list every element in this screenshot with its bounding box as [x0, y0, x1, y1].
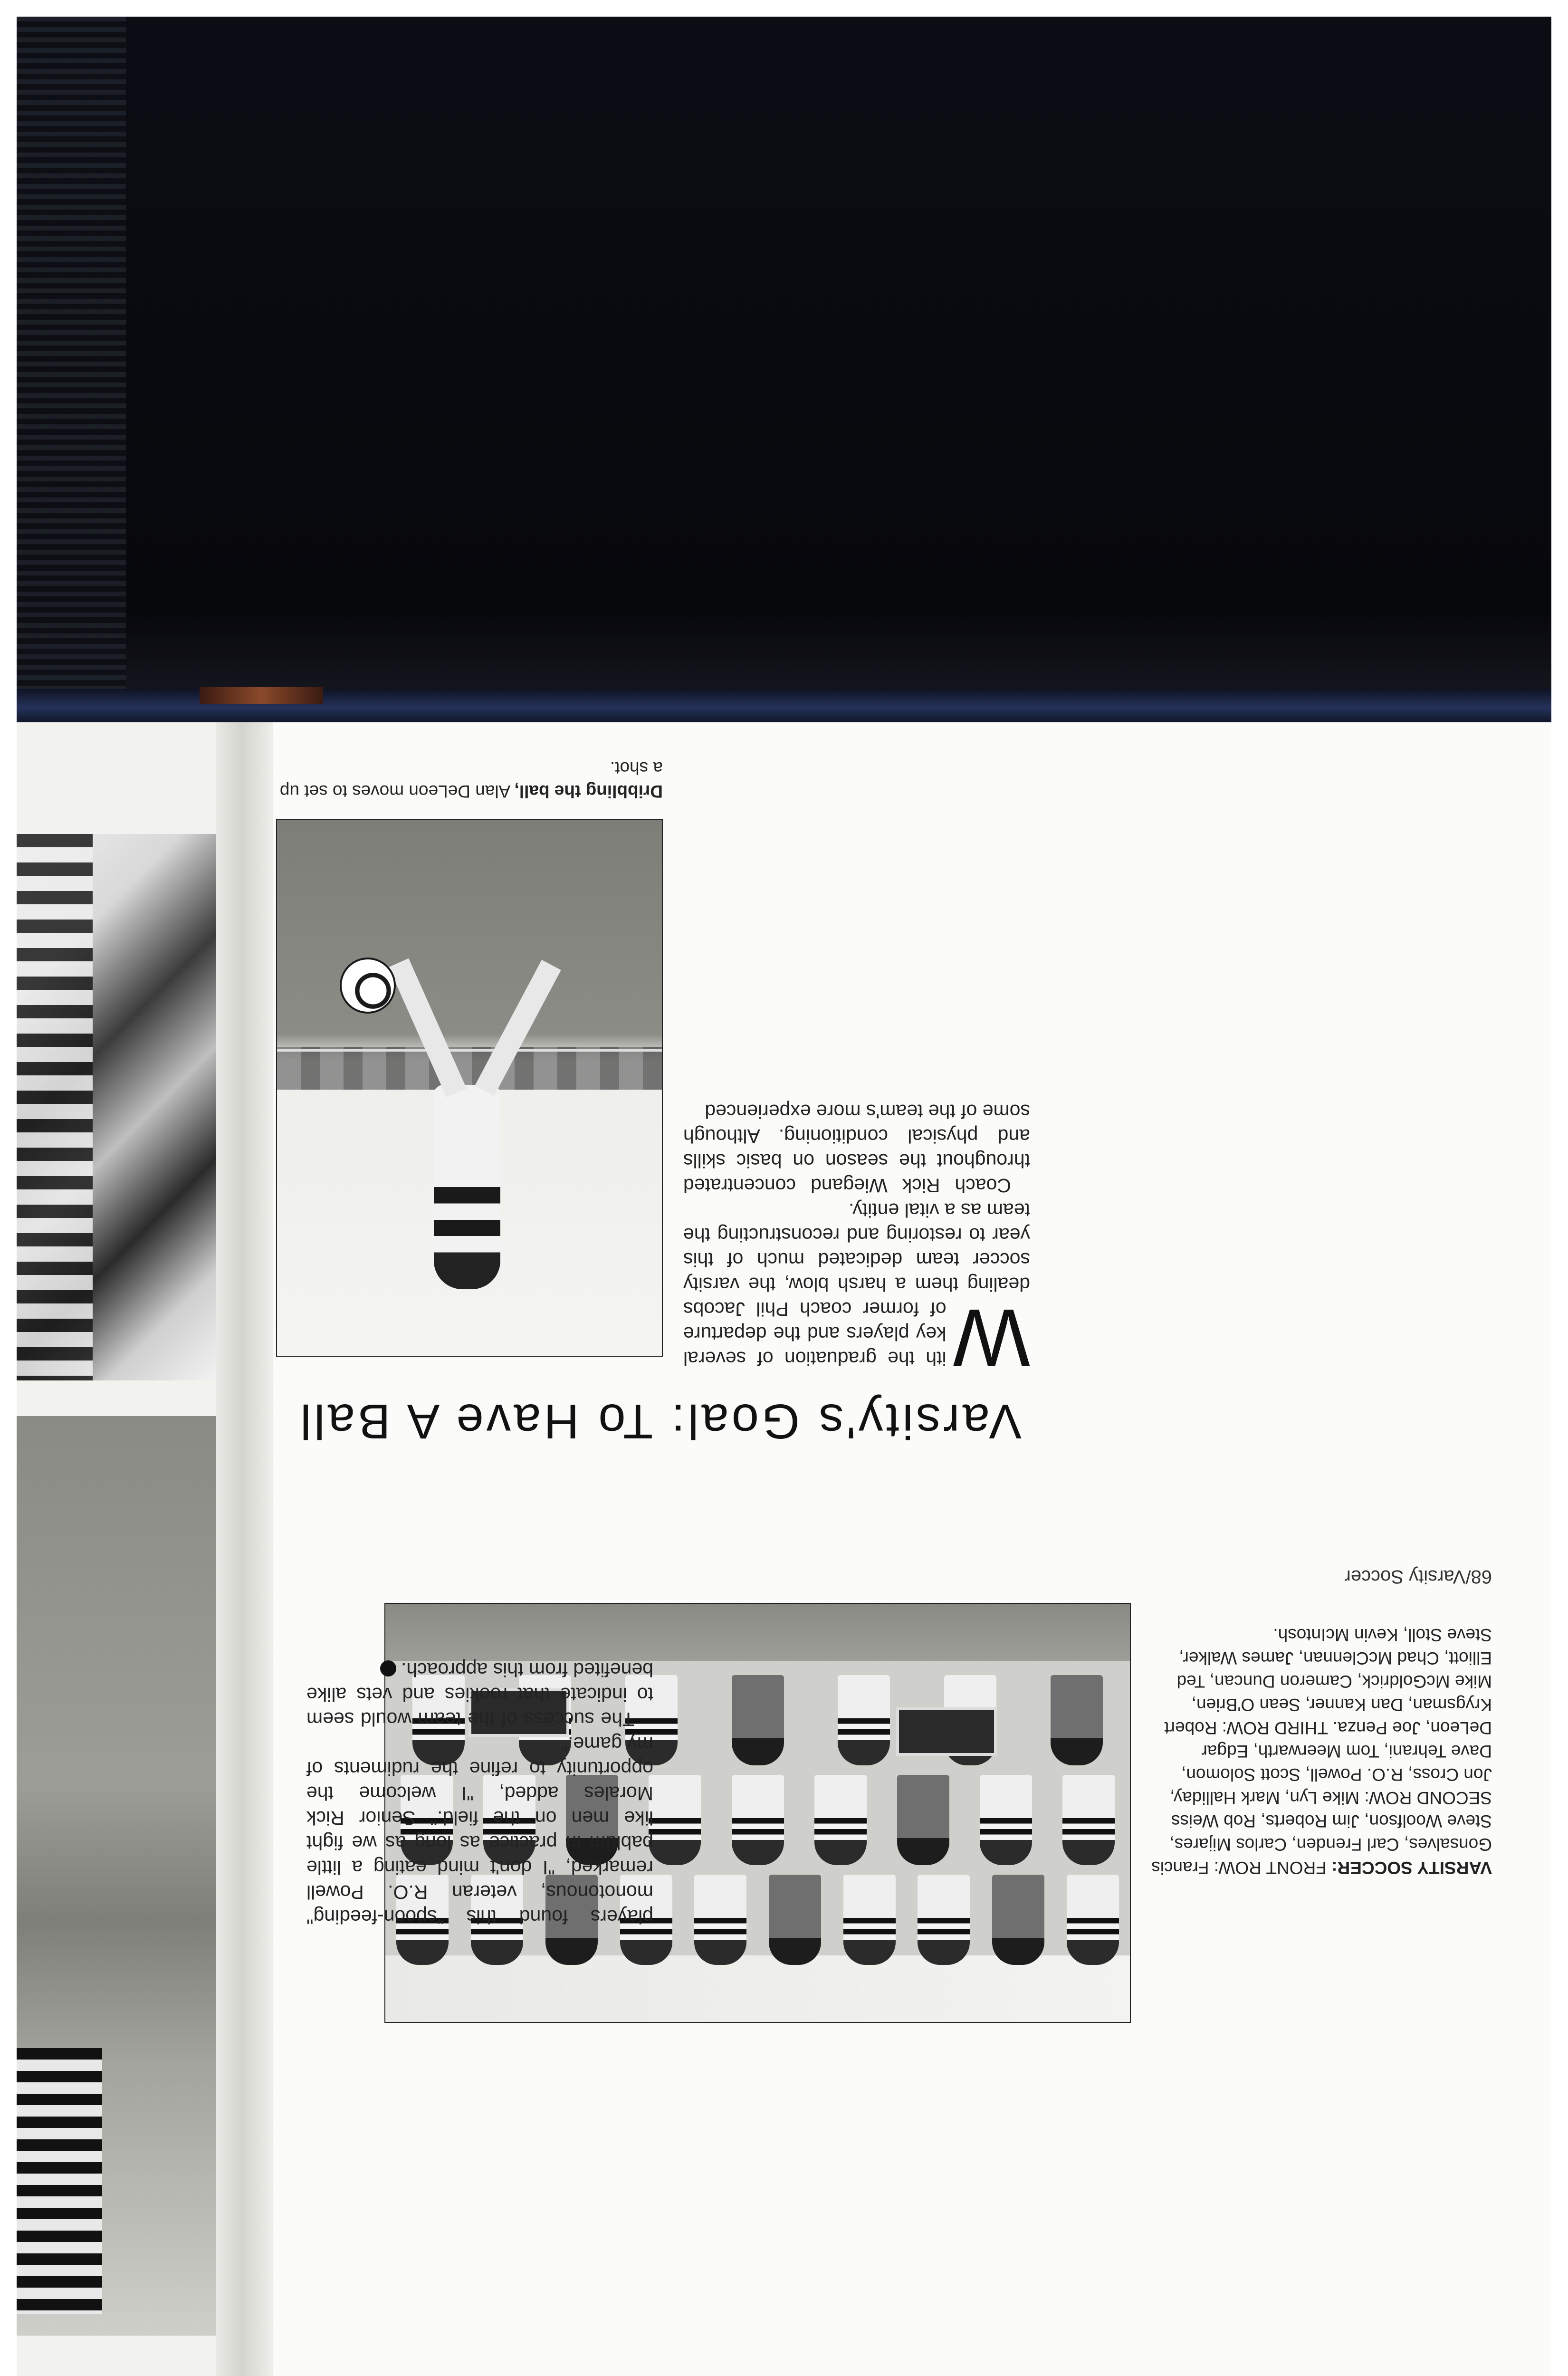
article-paragraph-4 — [306, 1657, 653, 1732]
boombox — [896, 1707, 997, 1756]
soccer-ball-icon — [340, 958, 396, 1014]
article-column-1 — [683, 1099, 1030, 1383]
end-mark-icon — [380, 1660, 396, 1677]
team-photo-caption — [1150, 1623, 1492, 1879]
page-footer: 68/Varsity Soccer — [1344, 1566, 1492, 1587]
adjacent-page-photo-bottom — [17, 1416, 219, 2336]
action-photo-player — [434, 1085, 500, 1289]
team-photo-ground — [385, 1604, 1130, 1661]
article-column-2 — [306, 1657, 653, 1929]
adjacent-photo-jersey — [17, 834, 93, 1380]
action-photo-treeline — [277, 1047, 662, 1090]
action-photo-caption — [278, 757, 663, 803]
adjacent-page-photo-top — [17, 834, 219, 1380]
action-photo-field — [277, 1049, 662, 1052]
page-content-upside-down — [273, 722, 1551, 2376]
team-caption-lead: VARSITY SOCCER: — [1331, 1858, 1492, 1878]
action-caption-text: Alan DeLeon moves to set up a shot. — [279, 758, 663, 801]
drop-cap: W — [953, 1292, 1030, 1383]
scanner-lid-edge — [17, 17, 126, 720]
action-caption-lead: Dribbling the ball, — [514, 782, 663, 801]
team-caption-text: FRONT ROW: Francis Gonsalves, Carl Frenden, Carlos Mijares, Steve Woolfson, Jim Roberts, Rob Weiss SECOND ROW: Mike Lyn, Mark Halliday, Jon Cross, R.O. Powell, Scott Solomon, Dave Tehrani, Tom Meerwarth, Edgar DeLeon, Joe Penza. THIRD ROW: Robert Krygsman, Dan Kanner, Sean O'Brien, Mike McGoldrick, Cameron Duncan, Ted Elliott, Chad McClennan, James Walker, Steve Stoll, Kevin McIntosh. — [1151, 1625, 1492, 1878]
article-paragraph-2: Coach Rick Wiegand concentrated throughout the season on basic skills and physical conditioning. Although some of the team's more experienced — [683, 1101, 1030, 1197]
page-gutter — [216, 722, 273, 2376]
team-photo-background — [385, 1955, 1130, 2022]
article-paragraph-4-text: The success of the team would seem to indicate that rookies and vets alike benefited from this approach. — [306, 1659, 653, 1730]
action-photo — [276, 819, 663, 1357]
article-paragraph-1-text: ith the graduation of several key players and the departure of former coach Phil Jacobs dealing them a harsh blow, the varsity soccer team dedicated much of this year to restoring and reconstructing the team as a vital entity. — [683, 1199, 1030, 1370]
article-paragraph-3: players found this "spoon-feeding" monotonous, veteran R.O. Powell remarked, "I don't mind eating a little pablum in practice as long as we fight like men on the field." Senior Rick Morales added, "I welcome the opportunity to refine the rudiments of my game." — [306, 1733, 653, 1928]
article-paragraph-1 — [683, 1198, 1030, 1383]
article-headline: Varsity's Goal: To Have A Ball — [297, 1394, 1022, 1449]
adjacent-photo-player — [17, 2048, 102, 2314]
scanner-lid — [17, 17, 1551, 720]
binding-ribbon — [200, 687, 323, 704]
